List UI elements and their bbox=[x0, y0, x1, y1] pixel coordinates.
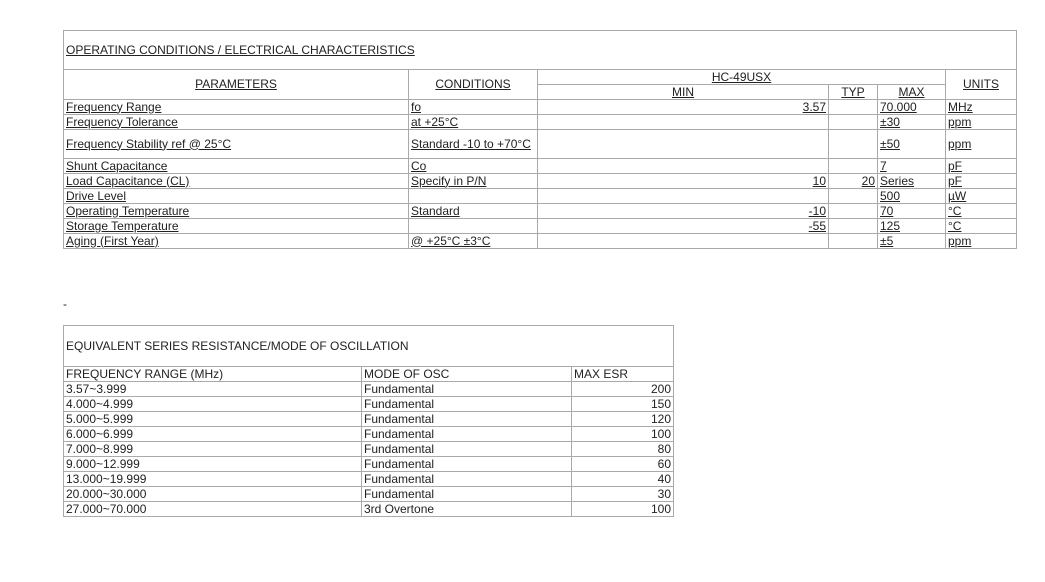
header-conditions: CONDITIONS bbox=[409, 70, 538, 100]
mode-cell: Fundamental bbox=[362, 412, 572, 427]
typ-cell bbox=[829, 100, 878, 115]
param-cell: Frequency Tolerance bbox=[64, 115, 409, 130]
mode-cell: Fundamental bbox=[362, 382, 572, 397]
units-cell: MHz bbox=[946, 100, 1017, 115]
range-cell: 4.000~4.999 bbox=[64, 397, 362, 412]
cond-cell bbox=[409, 219, 538, 234]
units-cell: ppm bbox=[946, 115, 1017, 130]
cond-cell: @ +25°C ±3°C bbox=[409, 234, 538, 249]
max-cell: 125 bbox=[878, 219, 946, 234]
mode-cell: Fundamental bbox=[362, 457, 572, 472]
units-cell: ppm bbox=[946, 234, 1017, 249]
min-cell bbox=[538, 159, 829, 174]
header-frequency-range: FREQUENCY RANGE (MHz) bbox=[64, 367, 362, 382]
min-cell: 10 bbox=[538, 174, 829, 189]
table-row bbox=[64, 234, 1017, 249]
table-row bbox=[64, 397, 674, 412]
units-cell: pF bbox=[946, 159, 1017, 174]
header-parameters: PARAMETERS bbox=[64, 70, 409, 100]
typ-cell bbox=[829, 130, 878, 159]
table-row bbox=[64, 442, 674, 457]
max-cell: 500 bbox=[878, 189, 946, 204]
param-cell: Drive Level bbox=[64, 189, 409, 204]
min-cell: -55 bbox=[538, 219, 829, 234]
esr-cell: 40 bbox=[572, 472, 674, 487]
range-cell: 9.000~12.999 bbox=[64, 457, 362, 472]
esr-table bbox=[63, 325, 674, 517]
cond-cell: Standard -10 to +70°C bbox=[409, 130, 538, 159]
units-cell: °C bbox=[946, 219, 1017, 234]
esr-cell: 150 bbox=[572, 397, 674, 412]
max-cell: Series bbox=[878, 174, 946, 189]
typ-cell: 20 bbox=[829, 174, 878, 189]
min-cell bbox=[538, 234, 829, 249]
cond-cell: Standard bbox=[409, 204, 538, 219]
param-cell: Storage Temperature bbox=[64, 219, 409, 234]
esr-cell: 100 bbox=[572, 502, 674, 517]
header-model: HC-49USX bbox=[538, 70, 946, 85]
range-cell: 13.000~19.999 bbox=[64, 472, 362, 487]
units-cell: pF bbox=[946, 174, 1017, 189]
table-row bbox=[64, 427, 674, 442]
esr-cell: 60 bbox=[572, 457, 674, 472]
typ-cell bbox=[829, 189, 878, 204]
esr-cell: 120 bbox=[572, 412, 674, 427]
param-cell: Frequency Stability ref @ 25°C bbox=[64, 130, 409, 159]
param-cell: Shunt Capacitance bbox=[64, 159, 409, 174]
typ-cell bbox=[829, 159, 878, 174]
mode-cell: Fundamental bbox=[362, 487, 572, 502]
typ-cell bbox=[829, 234, 878, 249]
table-title: OPERATING CONDITIONS / ELECTRICAL CHARACTERISTICS bbox=[64, 31, 1017, 70]
typ-cell bbox=[829, 204, 878, 219]
table-row bbox=[64, 219, 1017, 234]
cond-cell: Specify in P/N bbox=[409, 174, 538, 189]
table-row bbox=[64, 472, 674, 487]
range-cell: 6.000~6.999 bbox=[64, 427, 362, 442]
header-max-esr: MAX ESR bbox=[572, 367, 674, 382]
typ-cell bbox=[829, 219, 878, 234]
range-cell: 7.000~8.999 bbox=[64, 442, 362, 457]
max-cell: ±50 bbox=[878, 130, 946, 159]
units-cell: µW bbox=[946, 189, 1017, 204]
table-row bbox=[64, 412, 674, 427]
min-cell bbox=[538, 130, 829, 159]
esr-cell: 80 bbox=[572, 442, 674, 457]
table-row bbox=[64, 159, 1017, 174]
typ-cell bbox=[829, 115, 878, 130]
max-cell: ±30 bbox=[878, 115, 946, 130]
electrical-characteristics-table bbox=[63, 30, 1017, 249]
cond-cell: at +25°C bbox=[409, 115, 538, 130]
table-row bbox=[64, 115, 1017, 130]
min-cell: -10 bbox=[538, 204, 829, 219]
mode-cell: Fundamental bbox=[362, 427, 572, 442]
param-cell: Operating Temperature bbox=[64, 204, 409, 219]
header-units: UNITS bbox=[946, 70, 1017, 100]
table-row bbox=[64, 382, 674, 397]
table-row bbox=[64, 189, 1017, 204]
range-cell: 20.000~30.000 bbox=[64, 487, 362, 502]
param-cell: Load Capacitance (CL) bbox=[64, 174, 409, 189]
units-cell: ppm bbox=[946, 130, 1017, 159]
esr-cell: 30 bbox=[572, 487, 674, 502]
table-row bbox=[64, 174, 1017, 189]
table-row bbox=[64, 204, 1017, 219]
param-cell: Aging (First Year) bbox=[64, 234, 409, 249]
param-cell: Frequency Range bbox=[64, 100, 409, 115]
header-min: MIN bbox=[538, 85, 829, 100]
esr-table-title: EQUIVALENT SERIES RESISTANCE/MODE OF OSCILLATION bbox=[64, 326, 674, 367]
units-cell: °C bbox=[946, 204, 1017, 219]
range-cell: 27.000~70.000 bbox=[64, 502, 362, 517]
table-row bbox=[64, 457, 674, 472]
table-row bbox=[64, 130, 1017, 159]
max-cell: 70.000 bbox=[878, 100, 946, 115]
esr-cell: 200 bbox=[572, 382, 674, 397]
min-cell: 3.57 bbox=[538, 100, 829, 115]
mode-cell: 3rd Overtone bbox=[362, 502, 572, 517]
table-row bbox=[64, 100, 1017, 115]
max-cell: ±5 bbox=[878, 234, 946, 249]
table-row bbox=[64, 502, 674, 517]
max-cell: 70 bbox=[878, 204, 946, 219]
mode-cell: Fundamental bbox=[362, 397, 572, 412]
range-cell: 3.57~3.999 bbox=[64, 382, 362, 397]
cond-cell: fo bbox=[409, 100, 538, 115]
mode-cell: Fundamental bbox=[362, 442, 572, 457]
min-cell bbox=[538, 115, 829, 130]
mode-cell: Fundamental bbox=[362, 472, 572, 487]
cond-cell: Co bbox=[409, 159, 538, 174]
header-mode: MODE OF OSC bbox=[362, 367, 572, 382]
min-cell bbox=[538, 189, 829, 204]
header-typ: TYP bbox=[829, 85, 878, 100]
table-row bbox=[64, 487, 674, 502]
header-max: MAX bbox=[878, 85, 946, 100]
cond-cell bbox=[409, 189, 538, 204]
separator-text: - bbox=[63, 297, 67, 311]
max-cell: 7 bbox=[878, 159, 946, 174]
range-cell: 5.000~5.999 bbox=[64, 412, 362, 427]
esr-cell: 100 bbox=[572, 427, 674, 442]
